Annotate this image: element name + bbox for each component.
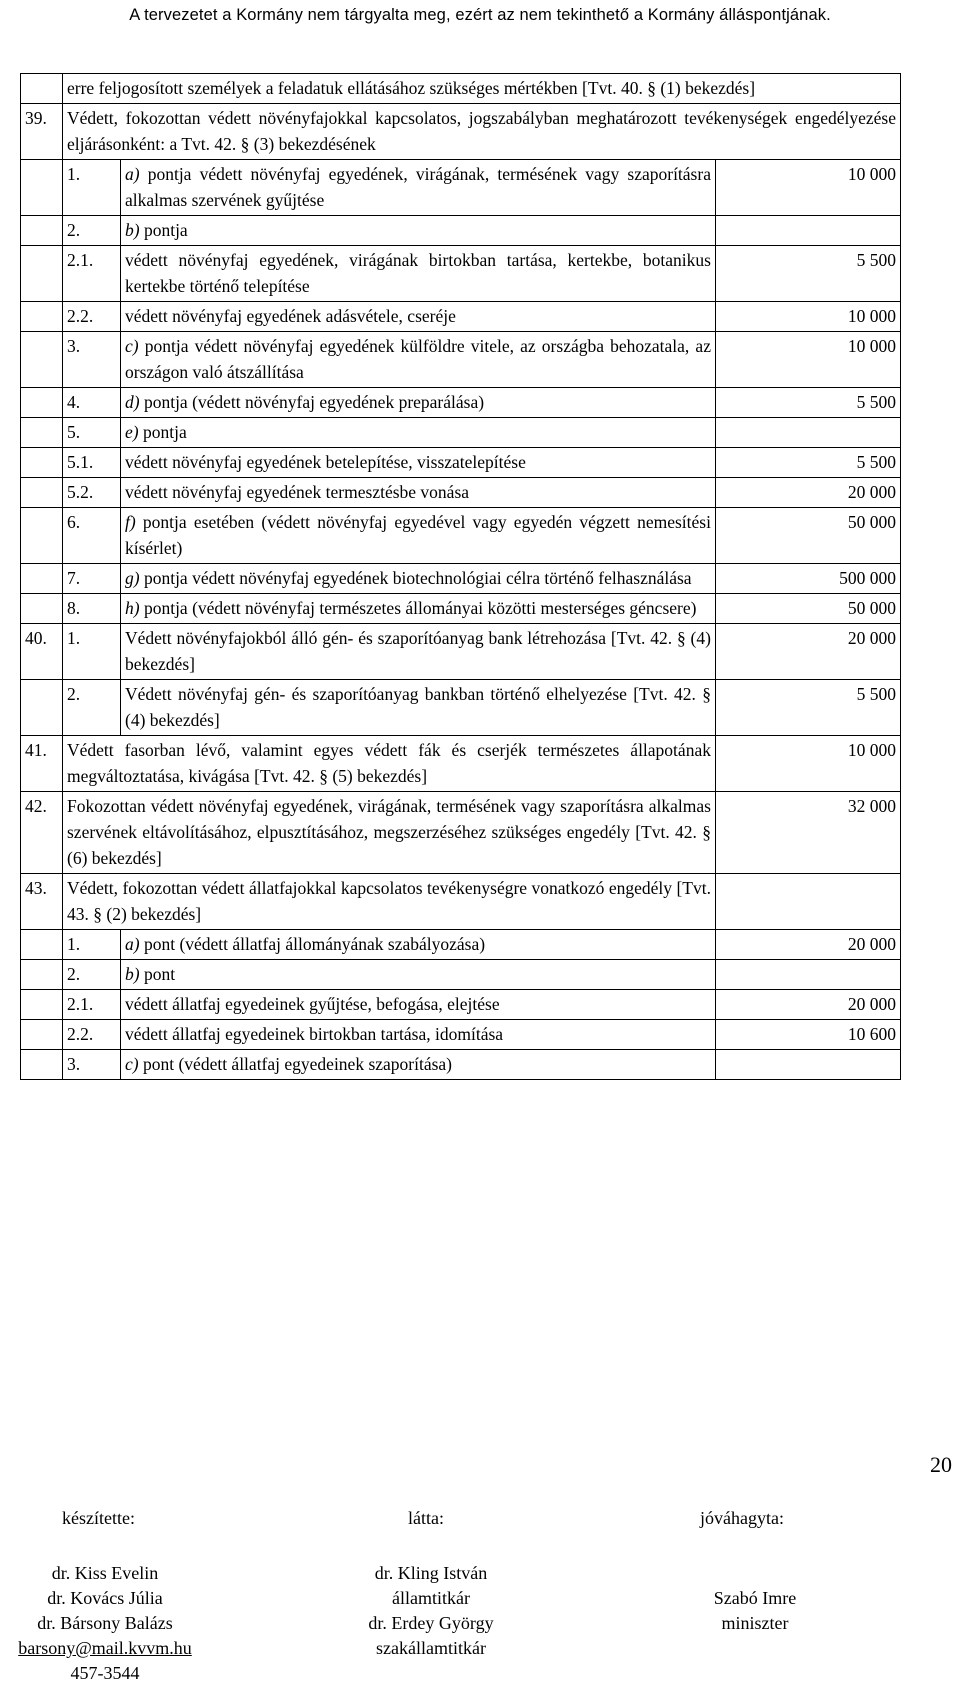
fee-amount-cell: 20 000 xyxy=(715,624,900,680)
fee-amount-cell xyxy=(715,216,900,246)
fee-amount-cell: 50 000 xyxy=(715,508,900,564)
item-number-cell xyxy=(21,960,63,990)
point-letter: c) xyxy=(125,1054,139,1074)
sub-number-cell: 5. xyxy=(63,418,121,448)
fee-table-row xyxy=(21,418,901,448)
point-letter: g) xyxy=(125,568,140,588)
item-number-cell xyxy=(21,448,63,478)
fee-table-row xyxy=(21,216,901,246)
description-text: pont (védett állatfaj egyedeinek szaporítása) xyxy=(138,1054,453,1074)
description-text: védett növényfaj egyedének, virágának birtokban tartása, kertekbe, botanikus kertekbe történő telepítése xyxy=(125,250,711,296)
description-cell xyxy=(121,960,716,990)
fee-amount-cell xyxy=(715,1050,900,1080)
description-text: pontja (védett növényfaj természetes állományai közötti mesterséges géncsere) xyxy=(139,598,697,618)
description-cell xyxy=(121,478,716,508)
reviewer-title: államtitkár xyxy=(392,1588,470,1608)
description-cell xyxy=(63,792,716,874)
item-number-cell xyxy=(21,302,63,332)
reviewer-name: dr. Kling István xyxy=(374,1563,488,1583)
fee-table-row xyxy=(21,74,901,104)
description-text: pontja esetében (védett növényfaj egyedével vagy egyedén végzett nemesítési kísérlet) xyxy=(125,512,711,558)
item-number-cell: 41. xyxy=(21,736,63,792)
fee-amount-cell: 20 000 xyxy=(715,478,900,508)
sub-number-cell: 2. xyxy=(63,680,121,736)
seen-by-label: látta: xyxy=(408,1508,444,1528)
fee-table-row xyxy=(21,624,901,680)
reviewer-title: szakállamtitkár xyxy=(376,1638,486,1658)
fee-table-row xyxy=(21,332,901,388)
description-cell xyxy=(121,564,716,594)
description-cell xyxy=(121,508,716,564)
item-number-cell xyxy=(21,1050,63,1080)
fee-amount-cell: 10 000 xyxy=(715,736,900,792)
fee-amount-cell xyxy=(715,418,900,448)
fee-amount-cell: 5 500 xyxy=(715,448,900,478)
fee-table-row xyxy=(21,104,901,160)
fee-table-row xyxy=(21,1020,901,1050)
point-letter: e) xyxy=(125,422,139,442)
sub-number-cell: 4. xyxy=(63,388,121,418)
sub-number-cell: 1. xyxy=(63,160,121,216)
description-cell xyxy=(121,160,716,216)
fee-amount-cell xyxy=(715,960,900,990)
fee-table-row xyxy=(21,990,901,1020)
point-letter: c) xyxy=(125,336,139,356)
description-cell xyxy=(121,246,716,302)
fee-table-body xyxy=(21,74,901,1080)
fee-table-row xyxy=(21,1050,901,1080)
approver-name: Szabó Imre xyxy=(713,1588,797,1608)
fee-table-row xyxy=(21,478,901,508)
item-number-cell xyxy=(21,680,63,736)
description-text: védett növényfaj egyedének adásvétele, cseréje xyxy=(125,306,456,326)
description-text: pontja (védett növényfaj egyedének preparálása) xyxy=(139,392,485,412)
sub-number-cell: 7. xyxy=(63,564,121,594)
description-text: védett állatfaj egyedeinek gyűjtése, befogása, elejtése xyxy=(125,994,500,1014)
point-letter: h) xyxy=(125,598,140,618)
fee-amount-cell: 10 000 xyxy=(715,332,900,388)
item-number-cell xyxy=(21,246,63,302)
description-cell xyxy=(121,418,716,448)
seen-by-column xyxy=(320,1561,542,1661)
item-number-cell xyxy=(21,216,63,246)
description-text: Védett növényfajokból álló gén- és szaporítóanyag bank létrehozása [Tvt. 42. § (4) bekezdés] xyxy=(125,628,711,674)
description-text: Védett növényfaj gén- és szaporítóanyag bankban történő elhelyezése [Tvt. 42. § (4) bekezdés] xyxy=(125,684,711,730)
item-number-cell: 42. xyxy=(21,792,63,874)
fee-table-row xyxy=(21,960,901,990)
description-cell xyxy=(121,1020,716,1050)
item-number-cell xyxy=(21,332,63,388)
fee-amount-cell: 10 000 xyxy=(715,302,900,332)
sub-number-cell: 2.2. xyxy=(63,302,121,332)
item-number-cell xyxy=(21,594,63,624)
point-letter: a) xyxy=(125,164,140,184)
point-letter: d) xyxy=(125,392,140,412)
fee-amount-cell: 20 000 xyxy=(715,930,900,960)
preparer-name: dr. Kovács Júlia xyxy=(47,1588,163,1608)
description-cell xyxy=(121,302,716,332)
reviewer-name: dr. Erdey György xyxy=(368,1613,494,1633)
fee-table-row xyxy=(21,388,901,418)
fee-amount-cell: 5 500 xyxy=(715,388,900,418)
fee-amount-cell: 32 000 xyxy=(715,792,900,874)
fee-amount-cell: 10 600 xyxy=(715,1020,900,1050)
item-number-cell xyxy=(21,478,63,508)
item-number-cell xyxy=(21,930,63,960)
description-text: védett növényfaj egyedének betelepítése, visszatelepítése xyxy=(125,452,526,472)
description-text: pontja védett növényfaj egyedének, virágának, termésének vagy szaporításra alkalmas szervének gyűjtése xyxy=(125,164,711,210)
fee-amount-cell: 5 500 xyxy=(715,246,900,302)
fee-table-row xyxy=(21,930,901,960)
item-number-cell xyxy=(21,160,63,216)
description-cell xyxy=(63,104,901,160)
fee-amount-cell xyxy=(715,874,900,930)
sub-number-cell: 5.1. xyxy=(63,448,121,478)
fee-amount-cell: 10 000 xyxy=(715,160,900,216)
fee-table-row xyxy=(21,160,901,216)
description-text: Fokozottan védett növényfaj egyedének, virágának, termésének vagy szaporításra alkalmas szervének eltávolításához, elpusztításához, megszerzéséhez szükséges engedély [Tvt. 42. § (6) bekezdés] xyxy=(67,796,711,868)
item-number-cell xyxy=(21,388,63,418)
description-text: pontja xyxy=(139,220,188,240)
item-number-cell xyxy=(21,990,63,1020)
sub-number-cell: 2.1. xyxy=(63,246,121,302)
fee-table xyxy=(20,73,901,1080)
description-text: pontja védett növényfaj egyedének biotechnológiai célra történő felhasználása xyxy=(139,568,692,588)
fee-amount-cell: 500 000 xyxy=(715,564,900,594)
prepared-by-label: készítette: xyxy=(62,1508,135,1528)
description-text: erre feljogosított személyek a feladatuk ellátásához szükséges mértékben [Tvt. 40. § (1) bekezdés] xyxy=(67,78,756,98)
item-number-cell xyxy=(21,564,63,594)
page-number: 20 xyxy=(930,1452,952,1477)
fee-table-row xyxy=(21,246,901,302)
fee-table-row xyxy=(21,792,901,874)
fee-table-row xyxy=(21,680,901,736)
description-cell xyxy=(121,990,716,1020)
preparer-name: dr. Bársony Balázs xyxy=(37,1613,173,1633)
description-cell xyxy=(121,1050,716,1080)
description-cell xyxy=(121,388,716,418)
sub-number-cell: 2.2. xyxy=(63,1020,121,1050)
fee-table-row xyxy=(21,302,901,332)
description-text: pontja védett növényfaj egyedének külföldre vitele, az országba behozatala, az országon való átszállítása xyxy=(125,336,711,382)
page-header-notice: A tervezetet a Kormány nem tárgyalta meg, ezért az nem tekinthető a Kormány álláspontjának. xyxy=(129,6,831,24)
description-cell xyxy=(63,74,901,104)
fee-amount-cell: 5 500 xyxy=(715,680,900,736)
sub-number-cell: 2.1. xyxy=(63,990,121,1020)
point-letter: a) xyxy=(125,934,140,954)
item-number-cell: 40. xyxy=(21,624,63,680)
description-text: Védett, fokozottan védett növényfajokkal kapcsolatos, jogszabályban meghatározott tevékenységek engedélyezése eljárásonként: a Tvt. 42. § (3) bekezdésének xyxy=(67,108,896,154)
approver-title: miniszter xyxy=(721,1613,789,1633)
preparer-phone: 457-3544 xyxy=(70,1663,140,1683)
sub-number-cell: 1. xyxy=(63,930,121,960)
sub-number-cell: 2. xyxy=(63,960,121,990)
preparer-name: dr. Kiss Evelin xyxy=(51,1563,159,1583)
fee-table-row xyxy=(21,564,901,594)
description-text: védett növényfaj egyedének termesztésbe vonása xyxy=(125,482,470,502)
description-text: Védett, fokozottan védett állatfajokkal kapcsolatos tevékenységre vonatkozó engedély [Tvt. 43. § (2) bekezdés] xyxy=(67,878,711,924)
description-cell xyxy=(63,874,716,930)
sub-number-cell: 2. xyxy=(63,216,121,246)
fee-table-row xyxy=(21,508,901,564)
description-cell xyxy=(121,624,716,680)
item-number-cell xyxy=(21,1020,63,1050)
sub-number-cell: 6. xyxy=(63,508,121,564)
prepared-by-column xyxy=(0,1561,210,1686)
sub-number-cell: 3. xyxy=(63,1050,121,1080)
item-number-cell xyxy=(21,74,63,104)
description-cell xyxy=(121,216,716,246)
description-text: pont (védett állatfaj állományának szabályozása) xyxy=(139,934,486,954)
description-text: védett állatfaj egyedeinek birtokban tartása, idomítása xyxy=(125,1024,504,1044)
point-letter: b) xyxy=(125,220,140,240)
item-number-cell: 39. xyxy=(21,104,63,160)
item-number-cell: 43. xyxy=(21,874,63,930)
fee-table-row xyxy=(21,874,901,930)
fee-amount-cell: 20 000 xyxy=(715,990,900,1020)
fee-amount-cell: 50 000 xyxy=(715,594,900,624)
fee-table-row xyxy=(21,448,901,478)
point-letter: b) xyxy=(125,964,140,984)
description-text: pontja xyxy=(138,422,187,442)
point-letter: f) xyxy=(125,512,136,532)
description-cell xyxy=(121,332,716,388)
approved-by-label: jóváhagyta: xyxy=(700,1508,784,1528)
sub-number-cell: 8. xyxy=(63,594,121,624)
sub-number-cell: 3. xyxy=(63,332,121,388)
sub-number-cell: 5.2. xyxy=(63,478,121,508)
approved-by-column xyxy=(680,1586,830,1636)
description-cell xyxy=(63,736,716,792)
description-cell xyxy=(121,930,716,960)
item-number-cell xyxy=(21,418,63,448)
description-cell xyxy=(121,448,716,478)
sub-number-cell: 1. xyxy=(63,624,121,680)
description-cell xyxy=(121,680,716,736)
description-text: Védett fasorban lévő, valamint egyes védett fák és cserjék természetes állapotának megváltoztatása, kivágása [Tvt. 42. § (5) bekezdés] xyxy=(67,740,711,786)
fee-table-row xyxy=(21,736,901,792)
description-cell xyxy=(121,594,716,624)
fee-table-row xyxy=(21,594,901,624)
item-number-cell xyxy=(21,508,63,564)
description-text: pont xyxy=(139,964,176,984)
preparer-email-link[interactable]: barsony@mail.kvvm.hu xyxy=(18,1638,192,1658)
